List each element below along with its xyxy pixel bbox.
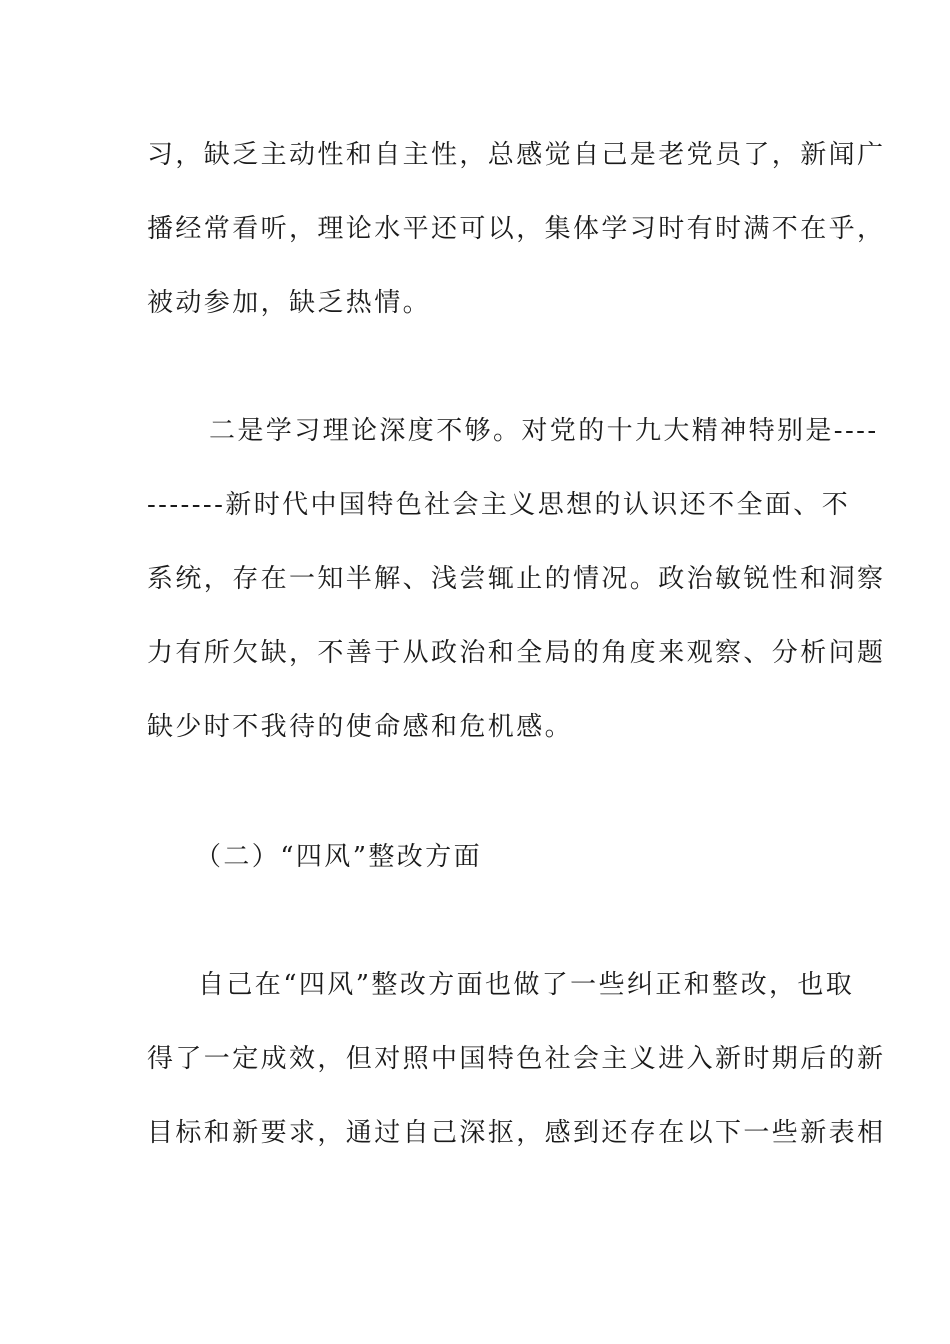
- paragraph-2-line-5: 缺少时不我待的使命感和危机感。: [147, 712, 574, 742]
- paragraph-1-line-2: 播经常看听，理论水平还可以，集体学习时有时满不在乎，: [147, 214, 886, 244]
- paragraph-2-line-1: 二是学习理论深度不够。对党的十九大精神特别是----: [209, 416, 879, 446]
- paragraph-3-line-3: 目标和新要求，通过自己深抠，感到还存在以下一些新表相: [147, 1118, 886, 1148]
- paragraph-1-line-3: 被动参加，缺乏热情。: [147, 288, 432, 318]
- paragraph-1-line-1: 习，缺乏主动性和自主性，总感觉自己是老党员了，新闻广: [147, 140, 886, 170]
- paragraph-2-line-3: 系统，存在一知半解、浅尝辄止的情况。政治敏锐性和洞察: [147, 564, 886, 594]
- paragraph-3-line-1: 自己在“四风”整改方面也做了一些纠正和整改，也取: [198, 970, 855, 1000]
- paragraph-2-line-2: -------新时代中国特色社会主义思想的认识还不全面、不: [147, 490, 851, 520]
- section-heading: （二）“四风”整改方面: [195, 842, 482, 872]
- paragraph-3-line-2: 得了一定成效，但对照中国特色社会主义进入新时期后的新: [147, 1044, 886, 1074]
- paragraph-2-line-4: 力有所欠缺，不善于从政治和全局的角度来观察、分析问题: [147, 638, 886, 668]
